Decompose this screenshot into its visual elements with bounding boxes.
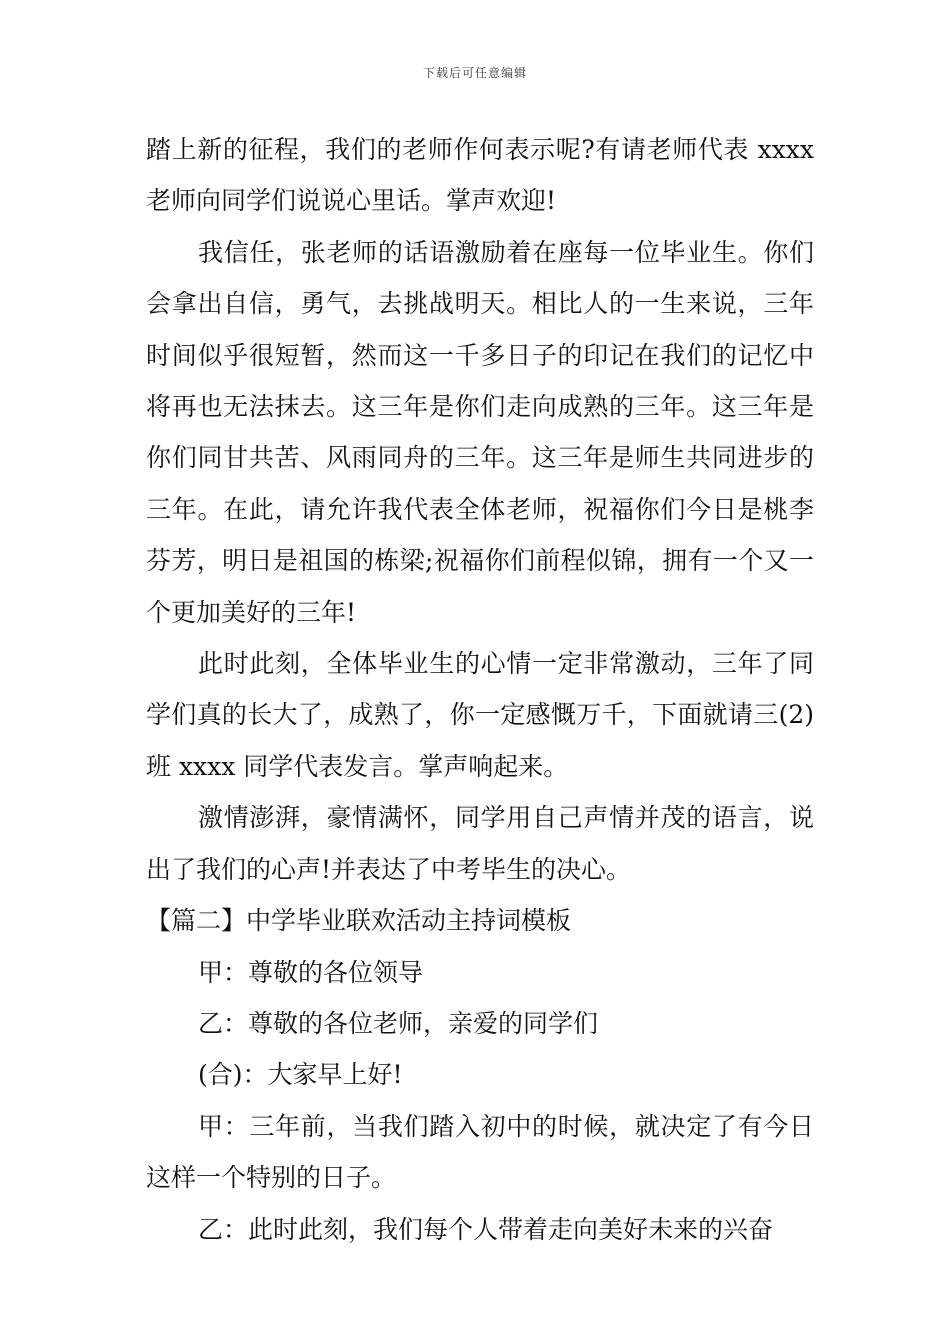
- paragraph-7: (合)：大家早上好!: [198, 1060, 403, 1090]
- header-note: 下载后可任意编辑: [422, 66, 527, 80]
- paragraph-8: 甲：三年前，当我们踏入初中的时候，就决定了有今日这样一个特别的日子。: [146, 1111, 814, 1193]
- paragraph-3: 此时此刻，全体毕业生的心情一定非常激动，三年了同学们真的长大了，成熟了，你一定感慨万千，下面就请三(2)班 xxxx 同学代表发言。掌声响起来。: [146, 649, 814, 781]
- paragraph-6: 乙：尊敬的各位老师，亲爱的同学们: [198, 1008, 599, 1038]
- document-body: [146, 124, 814, 1255]
- paragraph-4: 激情澎湃，豪情满怀，同学用自己声情并茂的语言，说出了我们的心声!并表达了中考毕生的决心。: [146, 803, 814, 884]
- paragraph-5: 甲：尊敬的各位领导: [198, 957, 424, 987]
- section-heading: 【篇二】中学毕业联欢活动主持词模板: [146, 906, 572, 936]
- paragraph-9: 乙：此时此刻，我们每个人带着走向美好未来的兴奋: [198, 1214, 774, 1244]
- paragraph-2: 我信任，张老师的话语激励着在座每一位毕业生。你们会拿出自信，勇气，去挑战明天。相比人的一生来说，三年时间似乎很短暂，然而这一千多日子的印记在我们的记忆中将再也无法抹去。这三年是你们走向成熟的三年。这三年是你们同甘共苦、风雨同舟的三年。这三年是师生共同进步的三年。在此，请允许我代表全体老师，祝福你们今日是桃李芬芳，明日是祖国的栋梁;祝福你们前程似锦，拥有一个又一个更加美好的三年!: [146, 237, 814, 627]
- paragraph-1: 踏上新的征程，我们的老师作何表示呢?有请老师代表 xxxx 老师向同学们说说心里话。掌声欢迎!: [146, 135, 814, 216]
